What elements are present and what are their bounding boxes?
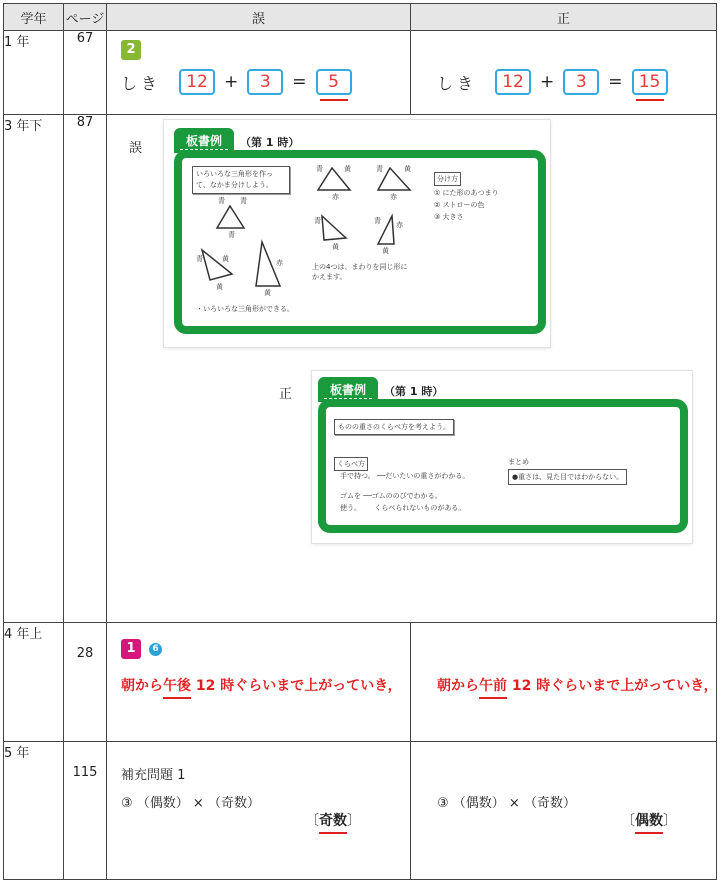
color-label: 赤 [396, 221, 403, 229]
right-label: 正 [279, 387, 293, 402]
color-label: 赤 [390, 193, 397, 201]
method-line: 手で持つ。 ──だいたいの重さがわかる。 [340, 472, 470, 480]
color-label: 黄 [264, 289, 271, 297]
right-cell [411, 623, 717, 742]
header-wrong: 誤 [107, 4, 411, 31]
color-label: 黄 [216, 283, 223, 291]
wrong-label: 誤 [129, 141, 143, 156]
equation-label: しき [437, 73, 478, 93]
chalkboard [174, 150, 546, 334]
supplement-title: 補充問題 1 [121, 768, 186, 783]
grade-cell: 5 年 [4, 742, 64, 880]
bunkekata-label: 分け方 [434, 172, 461, 186]
page-cell: 115 [64, 742, 107, 880]
method-line: 使う。 くらべられないものがある。 [340, 504, 466, 512]
bottom-note: ・いろいろな三角形ができる。 [196, 305, 294, 313]
triangle-drawings [182, 158, 538, 326]
color-label: 青 [228, 231, 235, 239]
operand-box: 3 [563, 69, 599, 95]
board-session-note: （第 1 時） [240, 136, 300, 149]
page-cell: 67 [64, 31, 107, 115]
operand-box: 12 [495, 69, 531, 95]
equals-sign: = [292, 72, 307, 92]
equals-sign: = [608, 72, 623, 92]
criteria-item: ③ 大きさ [434, 213, 464, 221]
color-label: 黄 [344, 165, 351, 173]
right-cell [411, 31, 717, 115]
plus-sign: + [540, 72, 555, 92]
color-label: 赤 [332, 193, 339, 201]
page-cell: 28 [64, 623, 107, 742]
color-label: 黄 [332, 243, 339, 251]
kurabekata-label: くらべ方 [334, 457, 368, 471]
grade-cell: 1 年 [4, 31, 64, 115]
page-cell: 87 [64, 115, 107, 623]
header-right: 正 [411, 4, 717, 31]
chalkboard [318, 399, 688, 533]
board-tab: 板書例 [174, 128, 234, 153]
color-label: 青 [374, 217, 381, 225]
wrong-cell [107, 31, 411, 115]
right-sentence: 朝から午前 12 時ぐらいまで上がっていき， [437, 675, 718, 695]
color-label: 青 [240, 197, 247, 205]
task-box: いろいろな三角形を作って、なかま分けしよう。 [192, 166, 290, 194]
plus-sign: + [224, 72, 239, 92]
wrong-sentence: 朝から午後 12 時ぐらいまで上がっていき， [121, 675, 402, 695]
wrong-cell [107, 623, 411, 742]
header-row [4, 4, 717, 31]
errata-table [3, 3, 717, 880]
wrong-answer: 〔奇数〕 [305, 810, 361, 830]
matome-label: まとめ [508, 458, 529, 466]
color-label: 黄 [404, 165, 411, 173]
sub-number-badge: 6 [149, 643, 162, 656]
table-row [4, 115, 717, 623]
right-cell [411, 742, 717, 880]
right-equation [437, 69, 668, 95]
problem-number-badge: 1 [121, 639, 141, 659]
header-page: ページ [64, 4, 107, 31]
wrong-board-figure [164, 120, 550, 347]
color-label: 赤 [276, 259, 283, 267]
wrong-expression: ③ （偶数） × （奇数） [121, 796, 260, 811]
color-label: 青 [316, 165, 323, 173]
color-label: 黄 [222, 255, 229, 263]
operand-box: 12 [179, 69, 215, 95]
task-box: ものの重さのくらべ方を考えよう。 [334, 419, 454, 435]
grade-cell: 4 年上 [4, 623, 64, 742]
figure-cell [107, 115, 717, 623]
table-row [4, 31, 717, 115]
header-grade: 学年 [4, 4, 64, 31]
result-box: 15 [632, 69, 668, 95]
right-board-figure [312, 371, 692, 543]
grade-cell: 3 年下 [4, 115, 64, 623]
color-label: 青 [376, 165, 383, 173]
board-session-note: （第 1 時） [384, 385, 444, 398]
color-label: 青 [314, 217, 321, 225]
operand-box: 3 [247, 69, 283, 95]
matome-box: ●重さは、見た目ではわからない。 [508, 469, 627, 485]
criteria-item: ② ストローの色 [434, 201, 485, 209]
wrong-equation [121, 69, 352, 95]
right-keyword: 午前 [479, 675, 507, 695]
color-label: 青 [218, 197, 225, 205]
board-tab: 板書例 [318, 377, 378, 402]
table-row [4, 742, 717, 880]
color-label: 青 [196, 255, 203, 263]
wrong-cell [107, 742, 411, 880]
method-line: ゴムを ──ゴムののびでわかる。 [340, 492, 442, 500]
mid-note: 上の4つは、まわりを同じ形にかえます。 [312, 263, 408, 281]
table-row [4, 623, 717, 742]
result-box: 5 [316, 69, 352, 95]
wrong-keyword: 午後 [163, 675, 191, 695]
right-expression: ③ （偶数） × （奇数） [437, 796, 576, 811]
equation-label: しき [121, 73, 162, 93]
right-answer: 〔偶数〕 [621, 810, 677, 830]
color-label: 黄 [382, 247, 389, 255]
criteria-item: ① にた形のあつまり [434, 189, 499, 197]
problem-number-badge: 2 [121, 40, 141, 60]
